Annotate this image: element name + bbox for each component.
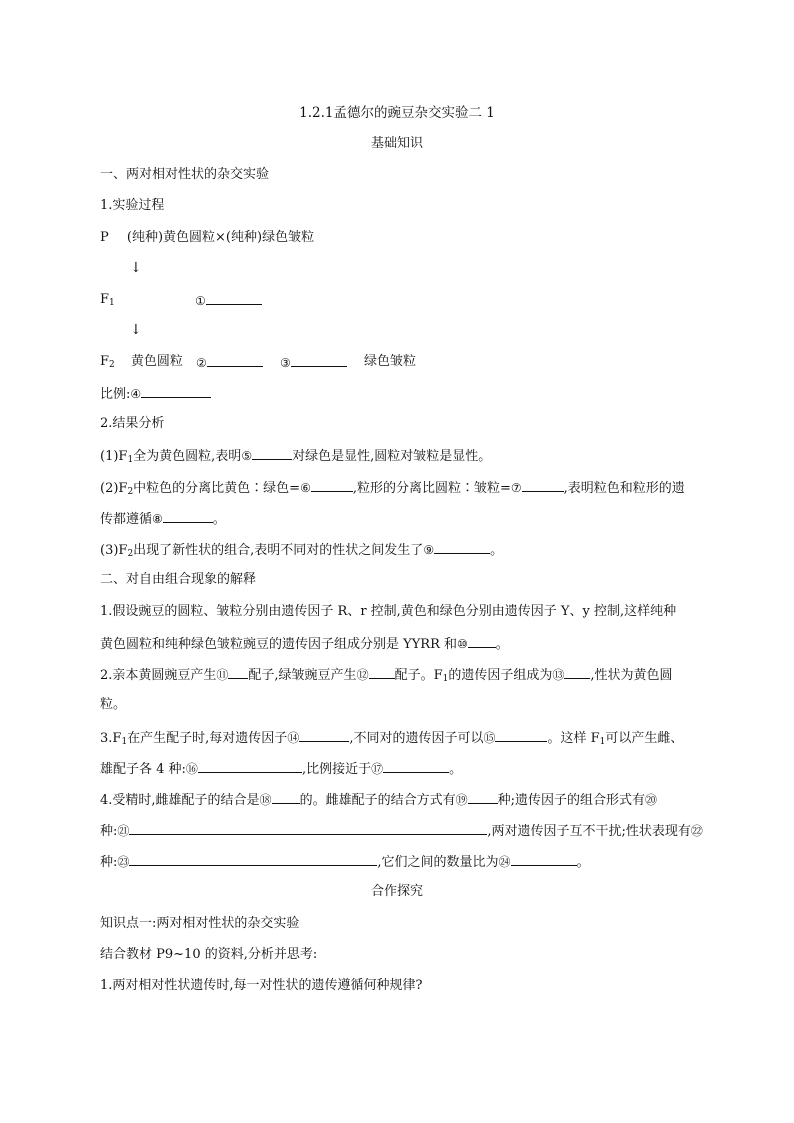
explanation-2: 2.亲本黄圆豌豆产生⑪ 配子,绿皱豌豆产生⑫ 配子。$F_1$的遗传因子组成为⑬ ,性状为黄色圆 (100, 664, 673, 686)
f2-green-wrinkled: 绿色皱粒 (364, 354, 417, 369)
f2-row (100, 352, 183, 372)
analysis-2: $(2)F_2$中粒色的分离比黄色∶绿色=⑥ ,粒形的分离比圆粒∶皱粒=⑦ ,表明粒色和粒形的遗 (100, 477, 685, 499)
blank-11[interactable] (228, 664, 248, 679)
heading-explanation: 二、对自由组合现象的解释 (100, 572, 257, 587)
blank-24[interactable] (511, 851, 577, 866)
blank-9[interactable] (434, 539, 490, 554)
f1-label: $F_1$ (100, 292, 115, 308)
p-label: P (100, 230, 109, 245)
blank-8[interactable] (163, 508, 213, 523)
question-1: 1.两对相对性状遗传时,每一对性状的遗传遵循何种规律? (100, 978, 423, 993)
p-generation-row (100, 228, 314, 248)
subheading-process: 1.实验过程 (100, 198, 165, 213)
analysis-3: $(3)F_2$出现了新性状的组合,表明不同对的性状之间发生了⑨ 。 (100, 539, 503, 561)
blank-15[interactable] (495, 727, 547, 742)
blank-23[interactable] (129, 851, 377, 866)
analysis-1: $(1)F_1$全为黄色圆粒,表明⑤ 对绿色是显性,圆粒对皱粒是显性。 (100, 445, 491, 467)
document-title: 1.2.1孟德尔的豌豆杂交实验二 1 (299, 105, 495, 121)
ratio-row: 比例:④ (100, 383, 211, 405)
blank-17[interactable] (383, 758, 449, 773)
blank-1[interactable]: ① (195, 290, 262, 312)
blank-16[interactable] (198, 758, 302, 773)
f2-label: $F_2$ (100, 354, 115, 370)
explanation-4-cont: 种:㉑ ,两对遗传因子互不干扰;性状表现有㉒ (100, 820, 703, 842)
explanation-1-cont: 黄色圆粒和纯种绿色皱粒豌豆的遗传因子组成分别是 YYRR 和⑩ 。 (100, 633, 509, 655)
instruction-text: 结合教材 P9~10 的资料,分析并思考: (100, 947, 318, 962)
analysis-2-cont: 传都遵循⑧ 。 (100, 508, 226, 530)
f2-yellow-round: 黄色圆粒 (130, 354, 183, 369)
section-title-basics: 基础知识 (370, 136, 423, 151)
section-title-cooperative: 合作探究 (370, 884, 423, 899)
heading-experiment: 一、两对相对性状的杂交实验 (100, 167, 270, 182)
blank-21[interactable] (129, 820, 487, 835)
blank-12[interactable] (369, 664, 395, 679)
blank-7[interactable] (522, 477, 564, 492)
explanation-3: $3.F_1$在产生配子时,每对遗传因子⑭ ,不同对的遗传因子可以⑮ 。这样 $F_1$可以产生雌、 (100, 727, 683, 749)
blank-6[interactable] (311, 477, 353, 492)
p-cross-text: (纯种)黄色圆粒×(纯种)绿色皱粒 (126, 230, 315, 245)
blank-13[interactable] (564, 664, 590, 679)
down-arrow-icon-2: ↓ (130, 322, 142, 338)
explanation-3-cont: 雄配子各 4 种:⑯ ,比例接近于⑰ 。 (100, 758, 462, 780)
blank-3[interactable]: ③ (280, 352, 347, 374)
down-arrow-icon: ↓ (130, 260, 142, 276)
blank-14[interactable] (299, 727, 349, 742)
explanation-4-cont-2: 种:㉓ ,它们之间的数量比为㉔ 。 (100, 851, 590, 873)
blank-18[interactable] (272, 789, 300, 804)
explanation-1: 1.假设豌豆的圆粒、皱粒分别由遗传因子 R、r 控制,黄色和绿色分别由遗传因子 Y、y 控制,这样纯种 (100, 604, 677, 619)
explanation-4: 4.受精时,雌雄配子的结合是⑱ 的。雌雄配子的结合方式有⑲ 种;遗传因子的组合形式有⑳ (100, 789, 657, 811)
blank-19[interactable] (468, 789, 498, 804)
knowledge-point-1: 知识点一:两对相对性状的杂交实验 (100, 916, 300, 931)
explanation-2-cont: 粒。 (100, 697, 127, 712)
blank-2[interactable]: ② (196, 352, 263, 374)
blank-10[interactable] (468, 633, 496, 648)
subheading-analysis: 2.结果分析 (100, 416, 165, 431)
blank-4[interactable] (141, 383, 211, 398)
blank-5[interactable] (252, 445, 292, 460)
